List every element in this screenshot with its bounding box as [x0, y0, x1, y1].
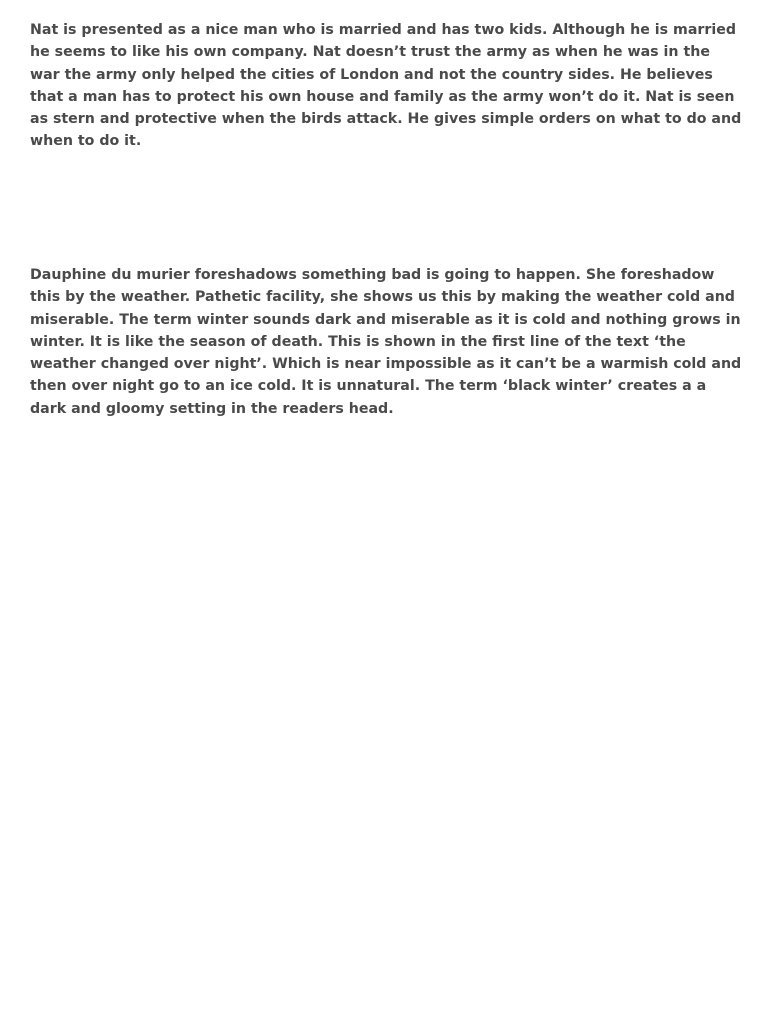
paragraph-nat-character: Nat is presented as a nice man who is married and has two kids. Although he is married he seems to like his own company. Nat doesn’t trust the army as when he was in the war the army only helped the cities of London and not the country sides. He believes that a man has to protect his own house and family as the army won’t do it. Nat is seen as stern and protective when the birds attack. He gives simple orders on what to do and when to do it.: [30, 22, 742, 150]
paragraph-foreshadowing: Dauphine du murier foreshadows something bad is going to happen. She foreshadow this by the weather. Pathetic facility, she shows us this by making the weather cold and miserable. The term winter sounds dark and miserable as it is cold and nothing grows in winter. It is like the season of death. This is shown in the first line of the text ‘the weather changed over night’. Which is near impossible as it can’t be a warmish cold and then over night go to an ice cold. It is unnatural. The term ‘black winter’ creates a a dark and gloomy setting in the readers head.: [30, 267, 742, 417]
